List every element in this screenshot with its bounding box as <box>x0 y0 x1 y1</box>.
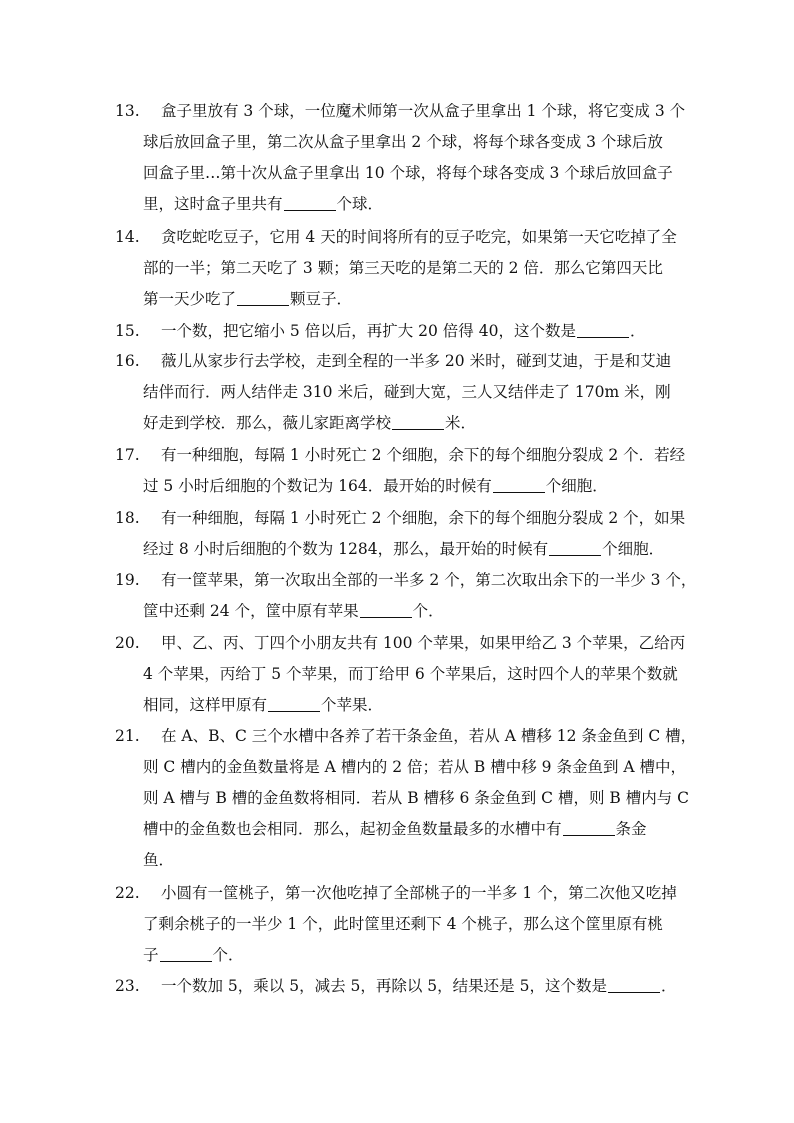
answer-blank[interactable] <box>268 696 320 713</box>
problem-13 <box>115 96 685 220</box>
problem-text-line: 则 C 槽内的金鱼数量将是 A 槽内的 2 倍；若从 B 槽中移 9 条金鱼到 A 槽中， <box>143 758 686 776</box>
problem-number: 17. <box>115 446 140 464</box>
problem-20 <box>115 628 685 721</box>
problem-number: 16. <box>115 352 140 370</box>
problem-19 <box>115 565 697 627</box>
problem-14 <box>115 222 685 315</box>
problem-text-line: 则 A 槽与 B 槽的金鱼数将相同．若从 B 槽移 6 条金鱼到 C 槽，则 B 槽内与 C <box>143 789 689 807</box>
problem-number: 14. <box>115 228 140 246</box>
problem-text-line: 结伴而行．两人结伴走 310 米后，碰到大宽，三人又结伴走了 170m 米，刚 <box>143 383 671 401</box>
answer-blank[interactable] <box>237 290 289 307</box>
problem-text-line: 槽中的金鱼数也会相同．那么，起初金鱼数量最多的水槽中有 条金 <box>143 820 647 838</box>
problem-text-line: 贪吃蛇吃豆子，它用 4 天的时间将所有的豆子吃完，如果第一天它吃掉了全 <box>161 228 677 246</box>
answer-blank[interactable] <box>360 602 412 619</box>
problem-text-line: 里，这时盒子里共有 个球． <box>143 195 384 213</box>
problem-number: 23. <box>115 977 140 995</box>
answer-blank[interactable] <box>160 946 212 963</box>
problem-number: 19. <box>115 571 140 589</box>
problem-text-line: 盒子里放有 3 个球，一位魔术师第一次从盒子里拿出 1 个球，将它变成 3 个 <box>161 102 686 120</box>
answer-blank[interactable] <box>284 195 336 212</box>
problem-text-line: 薇儿从家步行去学校，走到全程的一半多 20 米时，碰到艾迪，于是和艾迪 <box>161 352 672 370</box>
answer-blank[interactable] <box>563 820 615 837</box>
problem-text-line: 小圆有一筐桃子，第一次他吃掉了全部桃子的一半多 1 个，第二次他又吃掉 <box>161 884 677 902</box>
problem-text-line: 球后放回盒子里，第二次从盒子里拿出 2 个球，将每个球各变成 3 个球后放 <box>143 133 663 151</box>
problem-text-line: 鱼． <box>143 851 175 869</box>
problem-text-line: 过 5 小时后细胞的个数记为 164．最开始的时候有 个细胞． <box>143 477 608 495</box>
answer-blank[interactable] <box>549 540 601 557</box>
problem-17 <box>115 440 685 502</box>
problem-text-line: 子 个． <box>143 946 244 964</box>
problem-15 <box>115 316 685 347</box>
problem-number: 18. <box>115 509 140 527</box>
problem-text-line: 有一种细胞，每隔 1 小时死亡 2 个细胞，余下的每个细胞分裂成 2 个．若经 <box>161 446 686 464</box>
problem-text-line: 第一天少吃了 颗豆子． <box>143 290 353 308</box>
problem-text-line: 甲、乙、丙、丁四个小朋友共有 100 个苹果，如果甲给乙 3 个苹果，乙给丙 <box>161 634 686 652</box>
problem-18 <box>115 503 685 565</box>
problem-text-line: 4 个苹果，丙给丁 5 个苹果，而丁给甲 6 个苹果后，这时四个人的苹果个数就 <box>143 665 678 683</box>
problem-text-line: 了剩余桃子的一半少 1 个，此时筐里还剩下 4 个桃子，那么这个筐里原有桃 <box>143 915 663 933</box>
problem-text-line: 有一筐苹果，第一次取出全部的一半多 2 个，第二次取出余下的一半少 3 个， <box>161 571 697 589</box>
problem-text-line: 筐中还剩 24 个，筐中原有苹果 个． <box>143 602 444 620</box>
problem-text-line: 一个数，把它缩小 5 倍以后，再扩大 20 倍得 40，这个数是 ． <box>161 322 646 340</box>
problem-16 <box>115 346 685 439</box>
problem-text-line: 经过 8 小时后细胞的个数为 1284，那么，最开始的时候有 个细胞． <box>143 540 665 558</box>
problem-number: 20. <box>115 634 140 652</box>
problem-21 <box>115 721 697 876</box>
problem-22 <box>115 878 685 971</box>
problem-text-line: 好走到学校．那么，薇儿家距离学校 米． <box>143 414 477 432</box>
problem-text-line: 相同，这样甲原有 个苹果． <box>143 696 384 714</box>
problem-23 <box>115 971 685 1002</box>
problem-number: 21. <box>115 727 140 745</box>
answer-blank[interactable] <box>608 977 660 994</box>
problem-text-line: 有一种细胞，每隔 1 小时死亡 2 个细胞，余下的每个细胞分裂成 2 个，如果 <box>161 509 686 527</box>
problem-number: 15. <box>115 322 140 340</box>
problem-text-line: 回盒子里…第十次从盒子里拿出 10 个球，将每个球各变成 3 个球后放回盒子 <box>143 164 673 182</box>
problem-text-line: 一个数加 5，乘以 5，减去 5，再除以 5，结果还是 5，这个数是 ． <box>161 977 677 995</box>
answer-blank[interactable] <box>577 322 629 339</box>
problem-text-line: 在 A、B、C 三个水槽中各养了若干条金鱼，若从 A 槽移 12 条金鱼到 C 槽， <box>161 727 697 745</box>
answer-blank[interactable] <box>493 477 545 494</box>
answer-blank[interactable] <box>392 414 444 431</box>
problem-text-line: 部的一半；第二天吃了 3 颗；第三天吃的是第二天的 2 倍．那么它第四天比 <box>143 259 663 277</box>
problem-number: 22. <box>115 884 140 902</box>
problem-number: 13. <box>115 102 140 120</box>
